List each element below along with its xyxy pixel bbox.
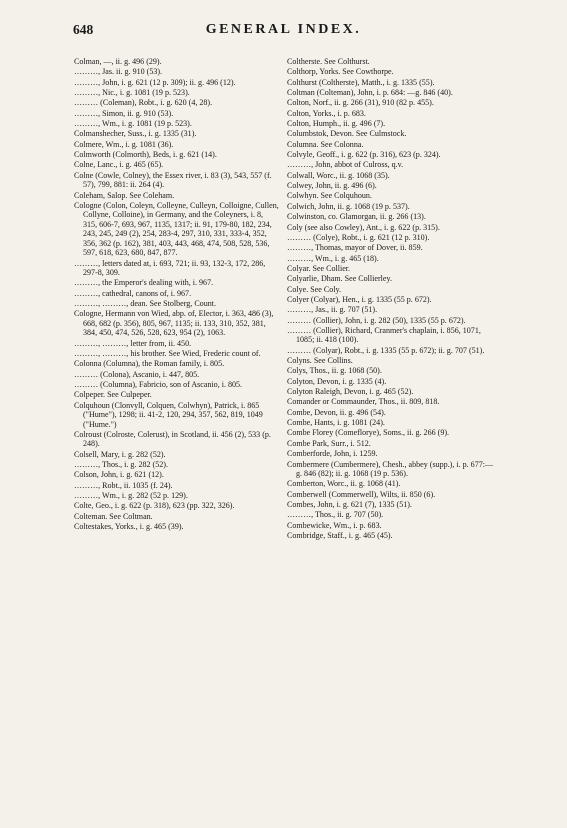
index-entry: ………, Thos., ii. g. 707 (50). [287,510,384,520]
index-entry: Comander or Commaunder, Thos., ii. 809, 818. [287,397,440,407]
index-entry: ………, Wm., i. g. 465 (18). [287,253,379,263]
index-entry: Columna. See Colonna. [287,139,364,149]
index-entry: Cologne (Colon, Coleyn, Colleyne, Culleyn, Colloigne, Cullen, Collyne, Colloine), in Germany, and the Coleyners, i. 8, 315, 606-7, 693, 967, 1135, 1317; ii. 91, 179-80, 182, 234, 243, 245, 249 (2), 254, 283-4, 297, 310, 331, 333-4, 352, 356, 362 (p. 162), 381, 403, 443, 468, 474, 508, 528, 536, 597, 618, 623, 680, 847, 877. [74,200,279,258]
index-entry: Colmere, Wm., i. g. 1081 (36). [74,139,174,149]
index-entry: ………, ………, letter from, ii. 450. [74,338,192,348]
index-entry: Colsell, Mary, i. g. 282 (52). [74,449,166,459]
index-entry: ……… (Coleman), Robt., i. g. 620 (4, 28). [74,98,213,108]
index-entry: ………, ………, dean. See Stolberg, Count. [74,299,217,309]
index-entry: Colye. See Coly. [287,284,342,294]
index-entry: ………, Wm., i. g. 1081 (19 p. 523). [74,119,192,129]
index-entry: ……… (Colona), Ascanio, i. 447, 805. [74,369,200,379]
index-entry: ………, Wm., i. g. 282 (52 p. 129). [74,491,188,501]
index-entry: Colteman. See Coltman. [74,511,153,521]
index-entry: ………, Thos., i. g. 282 (52). [74,460,168,470]
index-entry: ………, John, abbot of Culross, q.v. [287,160,404,170]
index-entry: Colyton Raleigh, Devon, i. g. 465 (52). [287,387,414,397]
index-entry: Colmworth (Colmorth), Beds, i. g. 621 (14). [74,150,217,160]
page-header [0,22,567,42]
index-entry: Colyer (Colyar), Hen., i. g. 1335 (55 p. 672). [287,294,432,304]
index-entry: Combewicke, Wm., i. p. 683. [287,520,382,530]
index-entry: Coltherste. See Colthurst. [287,57,370,66]
index-entry: ………, the Emperor's dealing with, i. 967. [74,278,214,288]
index-entry: Colwich, John, ii. g. 1068 (19 p. 537). [287,201,410,211]
index-entry: ………, Jas., ii. g. 707 (51). [287,305,378,315]
index-entry: Combes, John, i. g. 621 (7), 1335 (51). [287,500,412,509]
index-entry: Combe Park, Surr., i. 512. [287,438,371,448]
index-entry: Colson, John, i. g. 621 (12). [74,470,164,480]
index-entry: Colyarlie, Dham. See Collierley. [287,274,392,284]
index-entry: ………, Nic., i. g. 1081 (19 p. 523). [74,88,190,98]
index-entry: Colton, Humph., ii. g. 496 (7). [287,119,386,129]
index-entry: Combe, Devon, ii. g. 496 (54). [287,407,386,417]
index-entry: ………, John, i. g. 621 (12 p. 309); ii. g. 496 (12). [74,77,236,87]
index-entry: Coltman (Colteman), John, i. p. 684: —g. 846 (40). [287,88,453,98]
index-entry: Colyar. See Collier. [287,263,351,273]
index-entry: Colte, Geo., i. g. 622 (p. 318), 623 (pp. 322, 326). [74,501,235,511]
index-entry: ………, Thomas, mayor of Dover, ii. 859. [287,243,423,253]
index-entry: ……… (Colyar), Robt., i. g. 1335 (55 p. 672); ii. g. 707 (51). [287,345,485,355]
index-entry: Columbstok, Devon. See Culmstock. [287,129,407,139]
index-entry: Coleham, Salop. See Coleham. [74,190,175,200]
index-entry: Colthurst (Coltherste), Matth., i. g. 1335 (55). [287,77,435,87]
index-entry: Colquhoun (Clonvyll, Colquen, Colwhyn), Patrick, i. 865 ("Hume"), 1298; ii. 41-2, 120, 294, 357, 562, 819, 1049 ("Hume.") [74,400,263,429]
index-entry: Combermere (Cumbermere), Chesh., abbey (supp.), i. p. 677:—g. 846 (82); ii. g. 1068 (19 p. 536). [287,459,494,478]
index-entry: Colyton, Devon, i. g. 1335 (4). [287,376,387,386]
index-entry: Colthorp, Yorks. See Cowthorpe. [287,67,394,77]
index-entry: Colwinston, co. Glamorgan, ii. g. 266 (13). [287,212,426,222]
index-entry: ……… (Collier), Richard, Cranmer's chaplain, i. 856, 1071, 1085; ii. 418 (100). [287,325,481,345]
index-entry: Combridge, Staff., i. g. 465 (45). [287,531,393,541]
index-column-right [287,57,495,822]
index-entry: Colne (Cowle, Colney), the Essex river, i. 83 (3), 543, 557 (f. 57), 799, 881: ii. 264 (4). [74,170,272,190]
index-column-left [74,57,279,822]
index-entry: ……… (Columna), Fabricio, son of Ascanio, i. 805. [74,379,243,389]
index-entry: Colwey, John, ii. g. 496 (6). [287,181,377,191]
page-number: 648 [73,22,94,37]
running-title: GENERAL INDEX. [205,22,362,37]
index-entry: ………, Robt., ii. 1035 (f. 24). [74,480,173,490]
index-entry: ………, ………, his brother. See Wied, Frederic count of. [74,348,261,358]
index-entry: Colman, —, ii. g. 496 (29). [74,57,162,66]
index-entry: ……… (Collier), John, i. g. 282 (50), 1335 (55 p. 672). [287,315,466,325]
index-entry: ………, letters dated at, i. 693, 721; ii. 93, 132-3, 172, 286, 297-8, 309. [74,258,266,277]
index-entry: Combe Florey (Comeflorye), Soms., ii. g. 266 (9). [287,428,450,438]
index-entry: Colonna (Columna), the Roman family, i. 805. [74,359,225,369]
index-entry: Cologne, Hermann von Wied, abp. of, Elector, i. 363, 486 (3), 668, 682 (p. 356), 805, 967, 1135; ii. 133, 310, 352, 381, 384, 450, 474, 526, 528, 623, 954 (2), 1063. [74,309,274,338]
index-entry: ……… (Colye), Robt., i. g. 621 (12 p. 310). [287,232,430,242]
index-entry: Comberforde, John, i. 1259. [287,449,378,459]
index-entry: Coltestakes, Yorks., i. g. 465 (39). [74,522,184,532]
index-entry: Colys, Thos., ii. g. 1068 (50). [287,366,382,376]
index-entry: Comberwell (Commerwell), Wilts, ii. 850 (6). [287,489,436,499]
index-entry: Colwhyn. See Colquhoun. [287,191,372,201]
index-entry: ………, cathedral, canons of, i. 967. [74,288,192,298]
index-entry: Colpeper. See Culpeper. [74,390,152,400]
index-entry: Colyns. See Collins. [287,356,353,366]
index-entry: ………, Jas. ii. g. 910 (53). [74,67,163,77]
index-entry: Colvyle, Geoff., i. g. 622 (p. 316), 623 (p. 324). [287,150,441,160]
index-entry: Combe, Hants, i. g. 1081 (24). [287,418,385,428]
index-entry: Colwall, Worc., ii. g. 1068 (35). [287,170,390,180]
index-entry: Comberton, Worc., ii. g. 1068 (41). [287,479,401,489]
index-entry: Colton, Norf., ii. g. 266 (31), 910 (82 p. 455). [287,98,434,108]
index-entry: Colroust (Colroste, Colerust), in Scotland, ii. 456 (2), 533 (p. 248). [74,429,271,449]
index-entry: Colne, Lanc., i. g. 465 (65). [74,160,164,170]
index-entry: Colmanshecher, Suss., i. g. 1335 (31). [74,129,197,139]
index-entry: Colton, Yorks., i. p. 683. [287,108,366,118]
index-entry: Coly (see also Cowley), Ant., i. g. 622 (p. 315). [287,222,440,232]
index-entry: ………, Simon, ii. g. 910 (53). [74,108,174,118]
